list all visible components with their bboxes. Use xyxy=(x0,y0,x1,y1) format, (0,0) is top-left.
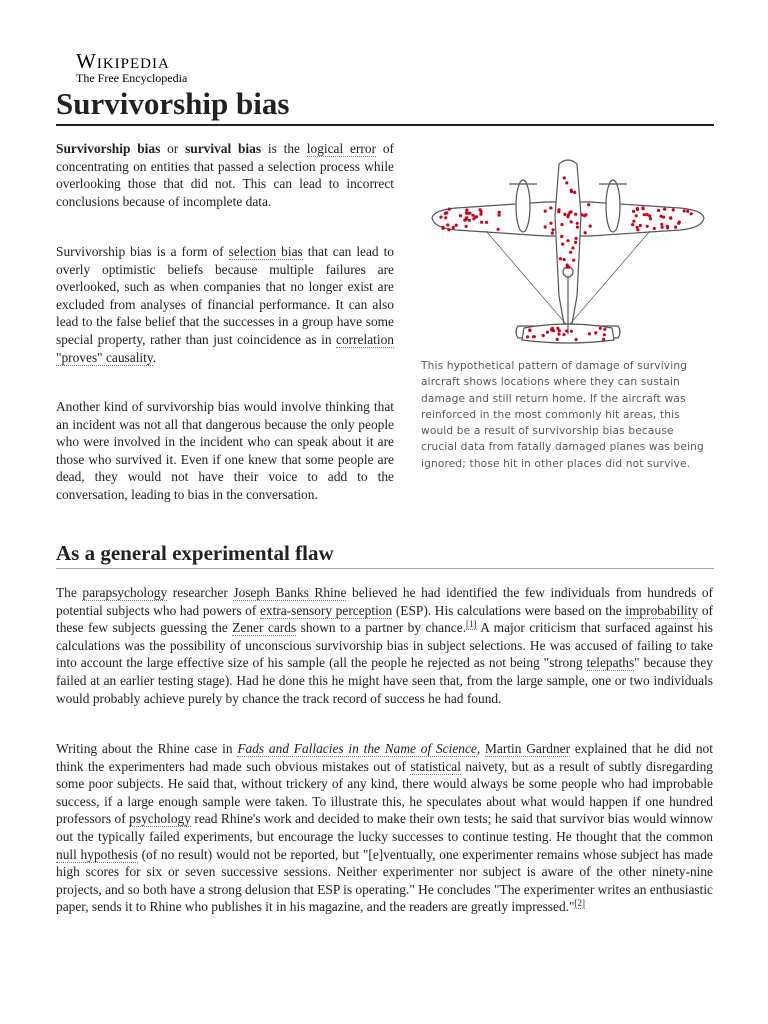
damage-dot xyxy=(635,214,638,217)
link-telepaths[interactable]: telepaths xyxy=(586,655,635,671)
damage-dot xyxy=(660,223,663,226)
damage-dot xyxy=(669,217,672,220)
text: believed he had identified the few individuals from hundreds of potential subjects who had powers of xyxy=(56,585,714,618)
damage-dot xyxy=(603,328,606,331)
damage-dot xyxy=(439,216,442,219)
damage-dot xyxy=(672,208,675,211)
damage-dot xyxy=(566,239,569,242)
damage-dot xyxy=(551,232,554,235)
text: . xyxy=(152,349,157,365)
damage-dot xyxy=(563,213,566,216)
intro-paragraph-1 xyxy=(56,140,394,210)
damage-dot xyxy=(556,327,559,330)
damage-dot xyxy=(459,214,462,217)
damage-dot xyxy=(575,338,578,341)
damage-dot xyxy=(550,328,553,331)
damage-dot xyxy=(465,208,468,211)
damage-dot xyxy=(533,335,536,338)
damage-dot xyxy=(468,219,471,222)
damage-dot xyxy=(641,206,644,209)
text: Survivorship bias is a form of xyxy=(56,244,229,259)
damage-dot xyxy=(560,223,563,226)
section-heading-general-experimental-flaw: As a general experimental flaw xyxy=(56,538,714,569)
text: (of no result) would not be reported, but "[e]ventually, one experimenter remains whose subject has made high scores for six or seven successive sessions. Neither experimenter nor subject is aware of the other ninety-nine projects, and so both have a strong delusion that ESP is operating." He concludes "The experimenter writes an enthusiastic paper, sends it to Rhine who publishes it in his magazine, and the readers are greatly impressed." xyxy=(56,846,713,915)
text: naivety, but as a result of subtly disregarding some poor subjects. He said that, without trickery of any kind, there would always be some people who had improbable success, if a large enough sample were taken. To illustrate this, he speculates about what would happen if one hundred professors of xyxy=(56,758,713,827)
damage-dot xyxy=(566,215,569,218)
text: researcher xyxy=(167,585,234,600)
link-zener-cards[interactable]: Zener cards xyxy=(232,620,297,636)
damage-dot xyxy=(552,228,555,231)
damage-dot xyxy=(588,332,591,335)
damage-dot xyxy=(566,266,569,269)
damage-dot xyxy=(686,210,689,213)
damage-dot xyxy=(661,226,664,229)
link-psychology[interactable]: psychology xyxy=(129,811,191,827)
logo-tagline: The Free Encyclopedia xyxy=(76,71,188,85)
reference-1-link[interactable]: [1] xyxy=(466,618,477,629)
damage-dot xyxy=(455,224,458,227)
damage-dot xyxy=(569,251,572,254)
damage-dot xyxy=(632,210,635,213)
damage-dot xyxy=(576,222,579,225)
damage-dot xyxy=(568,211,571,214)
damage-dot xyxy=(589,225,592,228)
page-title: Survivorship bias xyxy=(56,84,714,126)
damage-dot xyxy=(636,226,639,229)
damage-dot xyxy=(498,211,501,214)
text: explained that he did not think the experimenters had made such obvious mistakes out of xyxy=(56,741,713,774)
damage-dot xyxy=(663,208,666,211)
damage-dot xyxy=(563,176,566,179)
damage-dot xyxy=(557,210,560,213)
link-joseph-banks-rhine[interactable]: Joseph Banks Rhine xyxy=(233,585,347,600)
aircraft-outline-icon xyxy=(432,160,704,343)
damage-dot xyxy=(570,190,573,193)
bold-term: Survivorship bias xyxy=(56,141,161,156)
damage-dot xyxy=(584,231,587,234)
damage-dot xyxy=(581,213,584,216)
text: " because they failed at an earlier testing stage). Had he done this he might have seen that, from the large sample, one or two individuals would probably achieve purely by chance the track record of success he had found. xyxy=(56,655,713,706)
damage-dot xyxy=(559,257,562,260)
damage-dot xyxy=(690,212,693,215)
reference-2-link[interactable]: [2] xyxy=(574,897,585,908)
link-extra-sensory-perception[interactable]: extra-sensory perception xyxy=(259,602,393,618)
damage-dot xyxy=(649,217,652,220)
link-parapsychology[interactable]: parapsychology xyxy=(82,585,168,600)
text: that can lead to overly optimistic beliefs because multiple failures are overlooked, such as when companies that no longer exist are excluded from analyses of financial performance. It can also lead to the false belief that the successes in a group have some special property, rather than just coincidence as in xyxy=(56,244,395,347)
damage-dot xyxy=(472,217,475,220)
damage-dot xyxy=(576,226,579,229)
damage-dot xyxy=(573,191,576,194)
text: Writing about the Rhine case in xyxy=(56,741,238,756)
damage-dot xyxy=(526,335,529,338)
damage-dot xyxy=(571,246,574,249)
damage-dot xyxy=(479,213,482,216)
damage-dot xyxy=(666,226,669,229)
damaged-aircraft-figure[interactable] xyxy=(426,156,708,356)
damage-dot xyxy=(546,331,549,334)
damage-dot xyxy=(602,338,605,341)
text: (ESP). His calculations were based on the xyxy=(392,602,626,618)
section-paragraph-2 xyxy=(56,740,713,916)
link-logical-error[interactable]: logical error xyxy=(306,141,377,156)
damage-dot xyxy=(549,222,552,225)
link-correlation-causality[interactable]: correlation "proves" causality xyxy=(56,331,394,365)
text: is the xyxy=(261,141,307,156)
damage-dot xyxy=(562,333,565,336)
link-null-hypothesis[interactable]: null hypothesis xyxy=(56,846,138,862)
section-paragraph-1 xyxy=(56,584,713,707)
damage-dot xyxy=(594,331,597,334)
damage-dot xyxy=(475,215,478,218)
damage-dot xyxy=(674,226,677,229)
damage-dot xyxy=(447,228,450,231)
damage-dot xyxy=(557,333,560,336)
bold-term: survival bias xyxy=(185,141,262,156)
damage-dot xyxy=(572,259,575,262)
damage-dot xyxy=(657,209,660,212)
damage-dot xyxy=(574,241,577,244)
damage-dot xyxy=(560,235,563,238)
figure-caption: This hypothetical pattern of damage of surviving aircraft shows locations where they can sustain damage and still return home. If the aircraft was reinforced in the most commonly hit areas, this would be a result of survivorship bias because crucial data from fatally damaged planes was being ignored; those hit in other places did not survive. xyxy=(421,360,704,470)
damage-dot xyxy=(561,243,564,246)
damage-dot xyxy=(653,227,656,230)
damage-dot xyxy=(544,210,547,213)
damage-dot xyxy=(587,203,590,206)
damage-dot xyxy=(528,329,531,332)
text: The xyxy=(56,585,83,600)
link-selection-bias[interactable]: selection bias xyxy=(228,244,303,259)
intro-paragraph-3: Another kind of survivorship bias would involve thinking that an incident was not all that dangerous because the only people who were involved in the incident who can speak about it are those who survived it. Even if one knew that some people are dead, they would not have their voice to add to the conversation, leading to bias in the conversation. xyxy=(56,399,394,502)
link-statistical[interactable]: statistical xyxy=(410,758,461,774)
damage-dot xyxy=(570,330,573,333)
damage-dot xyxy=(632,220,635,223)
text: or xyxy=(160,141,186,156)
logo-wordmark: Wikipedia xyxy=(76,49,170,73)
damage-dot xyxy=(465,225,468,228)
damage-dot xyxy=(442,227,445,230)
link-fads-and-fallacies[interactable]: Fads and Fallacies in the Name of Science xyxy=(237,741,477,756)
text: A major criticism that surfaced against his calculations was the possibility of unconscious survivorship bias in subject selections. He was accused of failing to take into account the large effective size of his sample (all the people he rejected as not being "strong xyxy=(56,620,713,671)
damage-dot xyxy=(678,221,681,224)
damage-dot xyxy=(452,226,455,229)
link-martin-gardner[interactable]: Martin Gardner xyxy=(484,741,571,756)
damage-dot xyxy=(480,221,483,224)
damage-dot xyxy=(574,213,577,216)
damage-dot xyxy=(631,223,634,226)
damage-dot xyxy=(448,208,451,211)
damage-dot xyxy=(497,228,500,231)
text: , xyxy=(476,741,485,756)
damage-dot xyxy=(563,258,566,261)
damage-dot xyxy=(648,214,651,217)
damage-dot xyxy=(643,213,646,216)
damage-dot xyxy=(565,181,568,184)
damage-dot xyxy=(659,215,662,218)
damage-dot xyxy=(575,237,578,240)
text: of these few subjects guessing the xyxy=(56,602,713,636)
wikipedia-logo[interactable] xyxy=(76,50,187,85)
damage-dot xyxy=(603,333,606,336)
text: of concentrating on entities that passed a selection process while overlooking those that did not. This can lead to incorrect conclusions because of incomplete data. xyxy=(56,141,395,209)
damage-dot xyxy=(683,209,686,212)
damage-dot xyxy=(544,225,547,228)
damage-dot xyxy=(465,216,468,219)
link-improbability[interactable]: improbability xyxy=(625,602,699,618)
damage-dot xyxy=(471,214,474,217)
damage-dot xyxy=(445,211,448,214)
damage-dot xyxy=(556,338,559,341)
damage-dot xyxy=(444,216,447,219)
damage-dot xyxy=(570,220,573,223)
damage-dot xyxy=(485,221,488,224)
damage-dot xyxy=(446,223,449,226)
damage-dot xyxy=(565,329,568,332)
intro-paragraph-2 xyxy=(56,243,394,366)
damage-dot xyxy=(542,334,545,337)
text: shown to a partner by chance. xyxy=(296,620,467,636)
text: read Rhine's work and decided to make their own tests; he said that survivor bias would winnow out the typically failed experiments, but encourage the lucky successes to continue testing. He thought that the common xyxy=(56,811,713,844)
damage-dot xyxy=(599,327,602,330)
damage-dot xyxy=(498,214,501,217)
damage-dot xyxy=(467,212,470,215)
damage-dot xyxy=(549,206,552,209)
damage-dot xyxy=(639,224,642,227)
damage-dot xyxy=(636,208,639,211)
damage-dot xyxy=(646,225,649,228)
